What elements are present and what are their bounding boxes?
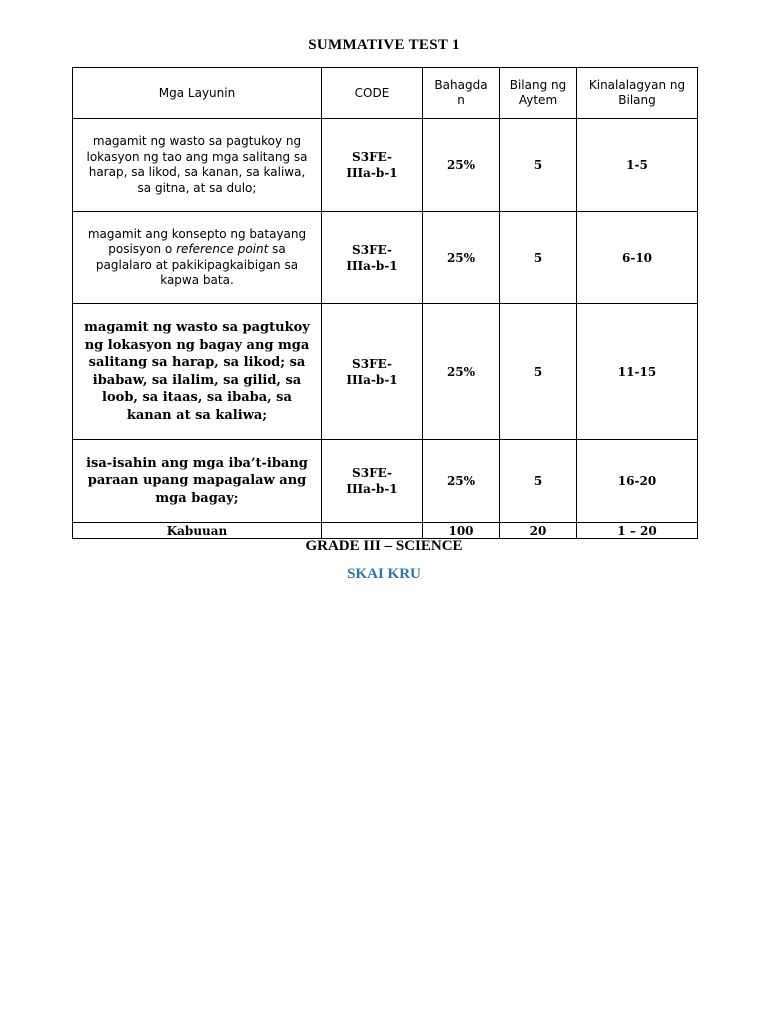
code-cell [322,119,423,212]
table-row [73,304,698,440]
header-percentage-line2: n [457,93,465,107]
table-total-row [73,523,698,539]
header-percentage [423,68,500,119]
header-objectives: Mga Layunin [73,68,322,119]
percentage-cell: 25% [423,440,500,523]
code-line1: S3FE- [352,150,392,164]
code-line1: S3FE- [352,356,392,371]
item-placement-cell: 6-10 [577,212,698,304]
code-line2: IIIa-b-1 [346,258,398,273]
objective-cell [73,212,322,304]
grade-subject-heading: GRADE III – SCIENCE [305,538,463,554]
objective-text-pre: magamit ang konsepto ng batayang posisyon o [87,226,307,256]
code-line1: S3FE- [352,466,392,480]
objective-cell: magamit ng wasto sa pagtukoy ng lokasyon ng tao ang mga salitang sa harap, sa likod, sa kanan, sa kaliwa, sa gitna, at sa dulo; [73,119,322,212]
header-item-count-line1: Bilang ng [509,78,567,92]
total-code [322,523,423,539]
objective-text-post: sa paglalaro at pakikipagkaibigan sa kapwa bata. [95,242,299,287]
header-item-placement [577,68,698,119]
code-cell [322,440,423,523]
code-cell [322,304,423,440]
item-count-cell: 5 [500,212,577,304]
code-line2: IIIa-b-1 [346,482,398,496]
total-item-count: 20 [500,523,577,539]
percentage-cell: 25% [423,304,500,440]
objective-cell: isa-isahin ang mga iba’t-ibang paraan upang mapagalaw ang mga bagay; [73,440,322,523]
code-cell [322,212,423,304]
item-placement-cell: 16-20 [577,440,698,523]
item-placement-cell: 11-15 [577,304,698,440]
item-count-cell: 5 [500,119,577,212]
document-title: SUMMATIVE TEST 1 [308,37,460,53]
code-line2: IIIa-b-1 [346,372,398,387]
percentage-cell: 25% [423,212,500,304]
header-item-placement-line1: Kinalalagyan ng [588,78,686,92]
objective-cell: magamit ng wasto sa pagtukoy ng lokasyon ng bagay ang mga salitang sa harap, sa likod; sa ibabaw, sa ilalim, sa gilid, sa loob, sa itaas, sa ibaba, sa kanan at sa kaliwa; [73,304,322,440]
code-line2: IIIa-b-1 [346,166,398,180]
item-count-cell: 5 [500,304,577,440]
table-row [73,440,698,523]
header-item-count-line2: Aytem [518,93,558,107]
header-item-placement-line2: Bilang [618,93,656,107]
total-percentage: 100 [423,523,500,539]
header-item-count [500,68,577,119]
code-line1: S3FE- [352,242,392,257]
header-percentage-line1: Bahagda [434,78,488,92]
author-credit: SKAI KRU [347,566,421,582]
item-count-cell: 5 [500,440,577,523]
percentage-cell: 25% [423,119,500,212]
objective-text-emphasis: reference point [176,242,269,256]
table-row [73,212,698,304]
item-placement-cell: 1-5 [577,119,698,212]
table-row [73,119,698,212]
total-item-placement: 1 – 20 [577,523,698,539]
table-of-specifications [72,67,698,539]
header-code: CODE [322,68,423,119]
table-header-row [73,68,698,119]
total-label: Kabuuan [73,523,322,539]
